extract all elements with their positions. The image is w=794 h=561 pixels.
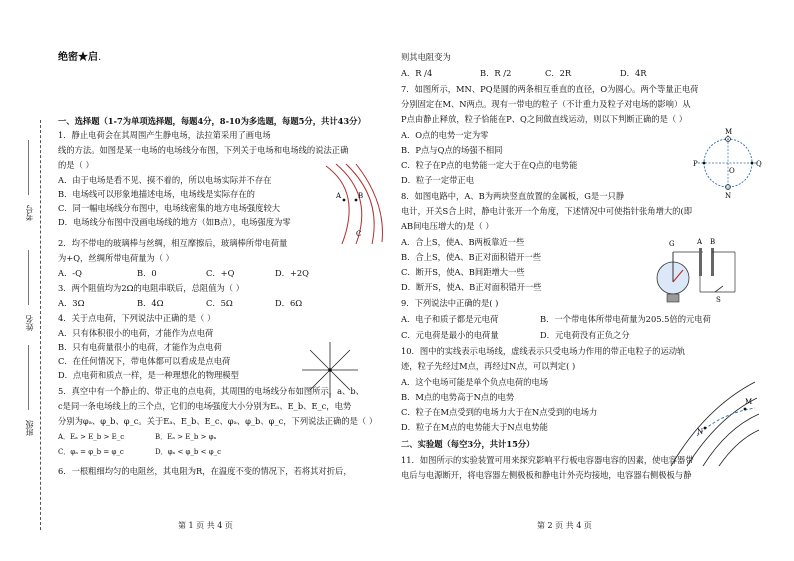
q1-option-b: B．电场线可以形象地描述电场，电场线是实际存在的: [58, 189, 255, 199]
q11-line-1: 11．如图所示的实验装置可用来探究影响平行板电容器电容的因素，使电容器带: [401, 455, 694, 465]
q8-line-1: 8．如图电路中，A、B为两块竖直放置的金属板，G是一只静: [401, 191, 625, 201]
q8-electroscope-figure: [653, 232, 741, 310]
q10-line-1: 10．图中的实线表示电场线，虚线表示只受电场力作用的带正电粒子的运动轨: [401, 346, 686, 356]
q1-label-c: C: [356, 230, 362, 238]
q5-line-2: c是同一条电场线上的三个点，它们的电场强度大小分别为Eₐ、E_b、E_c，电势: [58, 401, 352, 411]
q6-line-1: 6．一根粗细均匀的电阻丝，其电阻为R，在温度不变的情况下，若将其对折后，: [58, 466, 352, 476]
exam-no-label: 考号: [25, 205, 34, 221]
q7-option-d: D．粒子一定带正电: [401, 175, 475, 185]
page-1-footer: 第 1 页 共 4 页: [178, 521, 233, 530]
q8-label-g: G: [669, 240, 675, 248]
q10-option-c: C．粒子在M点受到的电场力大于在N点受到的电场力: [401, 407, 598, 417]
q10-option-d: D．粒子在M点的电势能大于N点电势能: [401, 422, 548, 432]
q3-line-1: 3．两个阻值均为2Ω的电阻串联后，总阻值为（ ）: [58, 283, 245, 293]
q8-option-c: C．断开S，使A、B间距增大一些: [401, 267, 525, 277]
q8-option-a: A．合上S，使A、B两板靠近一些: [401, 237, 525, 247]
q8-option-d: D．断开S，使A、B正对面积错开一些: [401, 282, 542, 292]
q1-option-c: C．同一幅电场线分布图中，电场线密集的地方电场强度较大: [58, 203, 281, 213]
q1-line-2: 线的方法。如图是某一电场的电场线分布图，下列关于电场和电场线的说法正确: [58, 145, 349, 155]
name-line: [28, 250, 29, 305]
q5-option-a: A．Eₐ > E_b > E_c: [58, 433, 125, 441]
q10-option-a: A．这个电场可能是单个负点电荷的电场: [401, 377, 549, 387]
q7-line-2: 分别固定在M、N两点。现有一带电的粒子（不计重力及粒子对电场的影响）从: [401, 99, 691, 109]
q1-option-a: A．由于电场是看不见、摸不着的，所以电场实际并不存在: [58, 175, 272, 185]
secret-mark: 绝密★启.: [58, 52, 102, 63]
q5-line-3: 分别为φₐ、φ_b、φ_c。关于Eₐ、E_b、E_c、φₐ、φ_b、φ_c，下列说法正确的是（ ）: [58, 416, 378, 426]
q7-label-o: O: [729, 167, 735, 175]
q2-line-1: 2．均不带电的玻璃棒与丝绸，相互摩擦后，玻璃棒所带电荷量: [58, 238, 288, 248]
q2-option-d: D．+2Q: [275, 268, 309, 278]
q8-option-b: B．合上S，使A、B正对面积错开一些: [401, 252, 542, 262]
q6-option-b: B．R /2: [480, 68, 512, 78]
q4-option-a: A．只有体积很小的电荷，才能作为点电荷: [58, 328, 214, 338]
q1-field-line-figure: [322, 162, 384, 246]
q9-option-a: A．电子和质子都是元电荷: [401, 314, 499, 324]
q7-option-c: C．粒子在P点的电势能一定大于在Q点的电势能: [401, 160, 578, 170]
q8-label-b: B: [710, 238, 716, 246]
q7-circle-figure: [693, 128, 763, 200]
q8-label-a: A: [697, 238, 703, 246]
q3-option-b: B．4Ω: [137, 298, 164, 308]
q3-option-a: A．3Ω: [58, 298, 85, 308]
section2-title: 二、实验题（每空3分，共计15分）: [401, 439, 535, 449]
q8-line-3: AB间电压增大的)是（ ）: [401, 221, 494, 231]
q3-option-d: D．6Ω: [275, 298, 303, 308]
q1-label-b: B: [358, 192, 364, 200]
q5-option-c: C．φₐ = φ_b = φ_c: [58, 448, 124, 456]
q11-line-2: 电后与电源断开，将电容器左侧极板和静电计外壳均接地，电容器右侧极板与静: [401, 470, 692, 480]
q1-label-a: A: [336, 192, 342, 200]
class-line: [28, 345, 29, 410]
q7-label-n: N: [725, 192, 732, 200]
q4-option-d: D．点电荷和质点一样，是一种理想化的物理模型: [58, 370, 239, 380]
q4-option-c: C．在任何情况下，带电体都可以看成是点电荷: [58, 356, 231, 366]
q9-option-d: D．元电荷没有正负之分: [540, 330, 630, 340]
name-label: 姓名: [25, 315, 34, 331]
q1-line-3: 的是（ ）: [58, 160, 94, 170]
q7-option-a: A．O点的电势一定为零: [401, 130, 489, 140]
page-2: [397, 0, 794, 561]
q6-option-d: D．4R: [620, 68, 647, 78]
q7-label-q: Q: [756, 160, 762, 168]
q2-option-a: A．-Q: [58, 268, 82, 278]
q7-option-b: B．P点与Q点的场强不相同: [401, 145, 503, 155]
q4-option-b: B．只有电荷量很小的电荷，才能作为点电荷: [58, 342, 222, 352]
q3-option-c: C．5Ω: [206, 298, 233, 308]
q7-label-p: P: [693, 160, 698, 168]
q5-option-b: B．Eₐ > E_b > φₐ: [155, 433, 217, 441]
q9-line-1: 9．下列说法中正确的是( ): [401, 298, 499, 308]
q6-option-a: A．R /4: [401, 68, 433, 78]
section1-title: 一、选择题（1-7为单项选择题，每题4分，8-10为多选题，每题5分，共计43分）: [58, 116, 366, 126]
q6-continued: 则其电阻变为: [401, 52, 451, 62]
q10-option-b: B．M点的电势高于N点的电势: [401, 392, 515, 402]
q2-option-b: B．0: [137, 268, 157, 278]
q8-line-2: 电计，开关S合上时，静电计张开一个角度，下述情况中可使指针张角增大的(即: [401, 206, 693, 216]
q7-label-m: M: [725, 128, 733, 136]
page-2-footer: 第 2 页 共 4 页: [537, 521, 592, 530]
q9-option-b: B．一个带电体所带电荷量为205.5倍的元电荷: [540, 314, 711, 324]
q6-option-c: C．2R: [545, 68, 572, 78]
q5-line-1: 5．真空中有一个静止的、带正电的点电荷，其周围的电场线分布如图所示，a、b、: [58, 386, 364, 396]
q5-option-d: D．φₐ < φ_b < φ_c: [155, 448, 222, 456]
q7-line-3: P点由静止释放，粒子恰能在P、Q之间做直线运动，则以下判断正确的是（ ）: [401, 114, 688, 124]
q2-line-2: 为+Q，丝绸所带电荷量为（ ）: [58, 253, 174, 263]
exam-no-line: [28, 140, 29, 195]
q2-option-c: C．+Q: [206, 268, 235, 278]
q4-line-1: 4．关于点电荷，下列说法中正确的是（ ）: [58, 313, 216, 323]
q9-option-c: C．元电荷是最小的电荷量: [401, 330, 499, 340]
q10-line-2: 迹，粒子先经过M点，再经过N点，可以判定( ): [401, 361, 576, 371]
q1-option-d: D．电场线分布图中没画电场线的地方（如B点），电场强度为零: [58, 217, 291, 227]
binding-line: [40, 120, 41, 530]
class-label: 班级: [25, 420, 34, 436]
q1-line-1: 1．静止电荷会在其周围产生静电场，法拉第采用了画电场: [58, 130, 271, 140]
q8-label-s: S: [716, 296, 721, 304]
q10-label-m: M: [745, 398, 753, 406]
q10-label-n: N: [697, 428, 704, 436]
q7-line-1: 7．如图所示，MN、PQ是圆的两条相互垂直的直径，O为圆心。两个等量正电荷: [401, 84, 699, 94]
